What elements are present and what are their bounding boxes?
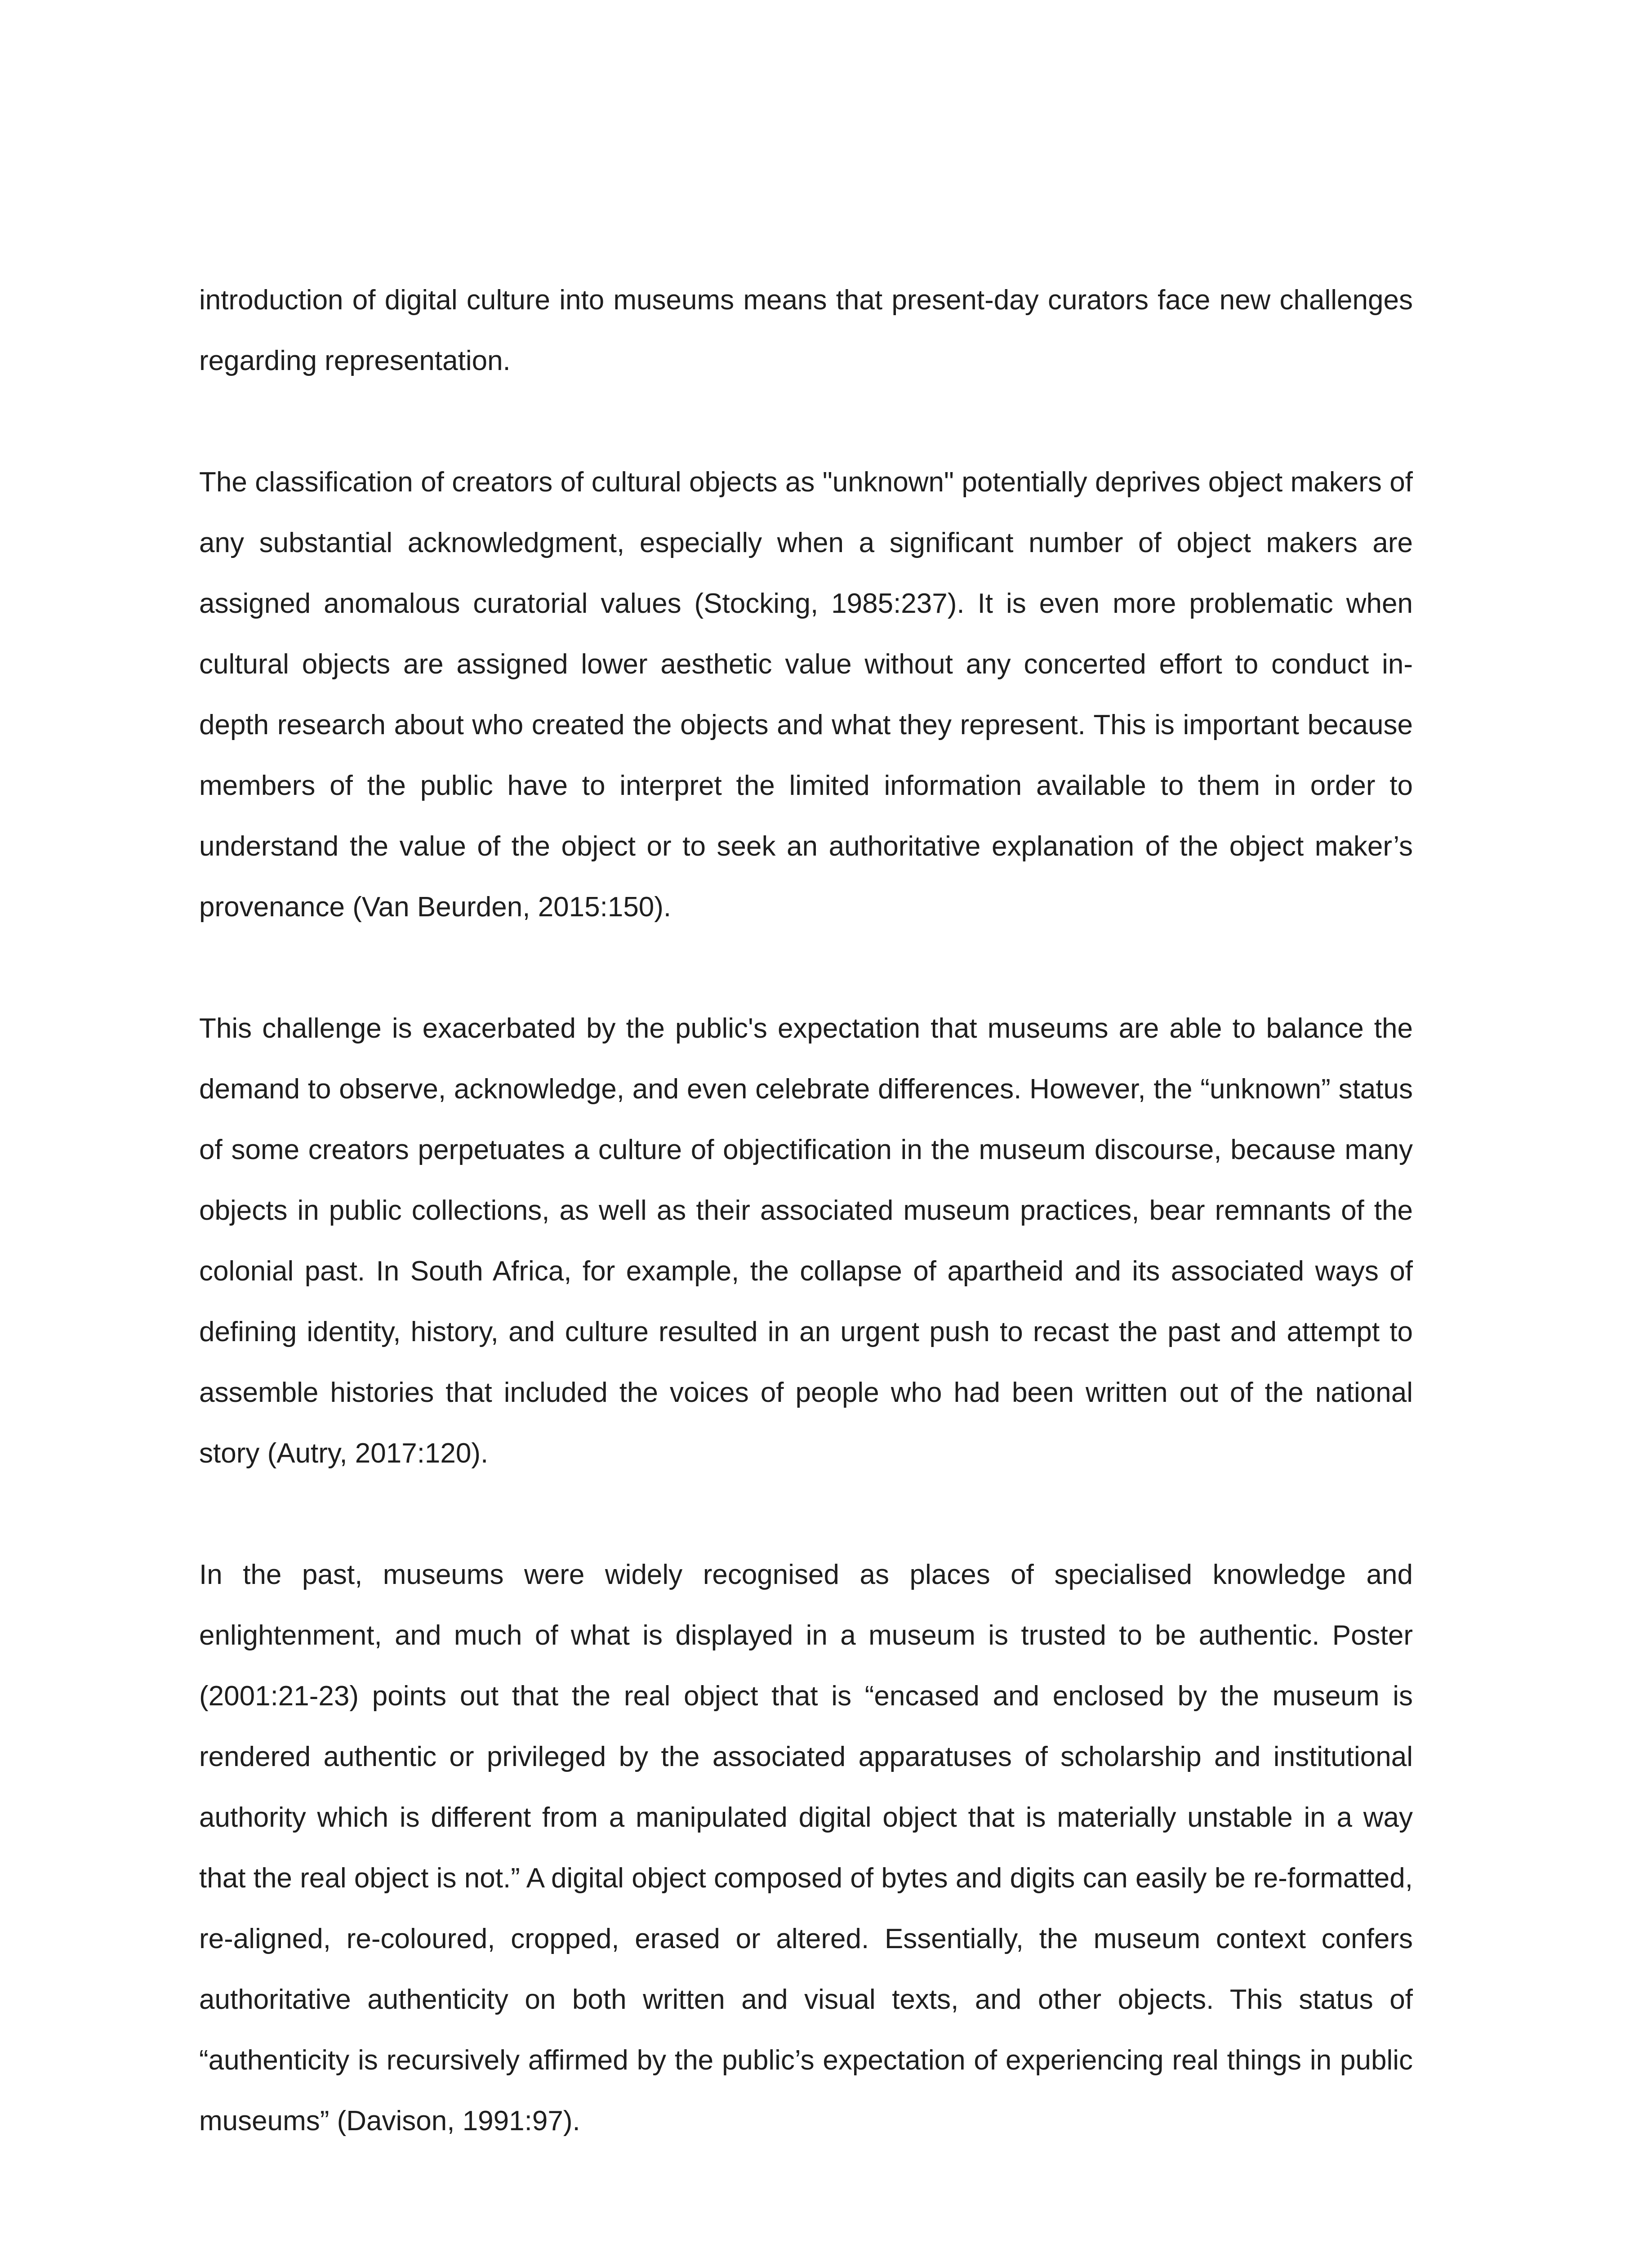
paragraph-3: This challenge is exacerbated by the public's expectation that museums are able to balance the demand to observe, acknowledge, and even celebrate differences. However, the “unknown” status of some creators perpetuates a culture of objectification in the museum discourse, because many objects in public collections, as well as their associated museum practices, bear remnants of the colonial past. In South Africa, for example, the collapse of apartheid and its associated ways of defining identity, history, and culture resulted in an urgent push to recast the past and attempt to assemble histories that included the voices of people who had been written out of the national story (Autry, 2017:120). (199, 1013, 1413, 1469)
paragraph-1: introduction of digital culture into museums means that present-day curators face new challenges regarding representation. (199, 285, 1413, 376)
paragraph-2: The classification of creators of cultural objects as "unknown" potentially deprives object makers of any substantial acknowledgment, especially when a significant number of object makers are assigned anomalous curatorial values (Stocking, 1985:237). It is even more problematic when cultural objects are assigned lower aesthetic value without any concerted effort to conduct in-depth research about who created the objects and what they represent. This is important because members of the public have to interpret the limited information available to them in order to understand the value of the object or to seek an authoritative explanation of the object maker’s provenance (Van Beurden, 2015:150). (199, 467, 1413, 923)
body-text (199, 270, 1413, 2212)
paragraph-4: In the past, museums were widely recognised as places of specialised knowledge and enlightenment, and much of what is displayed in a museum is trusted to be authentic. Poster (2001:21-23) points out that the real object that is “encased and enclosed by the museum is rendered authentic or privileged by the associated apparatuses of scholarship and institutional authority which is different from a manipulated digital object that is materially unstable in a way that the real object is not.” A digital object composed of bytes and digits can easily be re-formatted, re-aligned, re-coloured, cropped, erased or altered. Essentially, the museum context confers authoritative authenticity on both written and visual texts, and other objects. This status of “authenticity is recursively affirmed by the public’s expectation of experiencing real things in public museums” (Davison, 1991:97). (199, 1559, 1413, 2136)
